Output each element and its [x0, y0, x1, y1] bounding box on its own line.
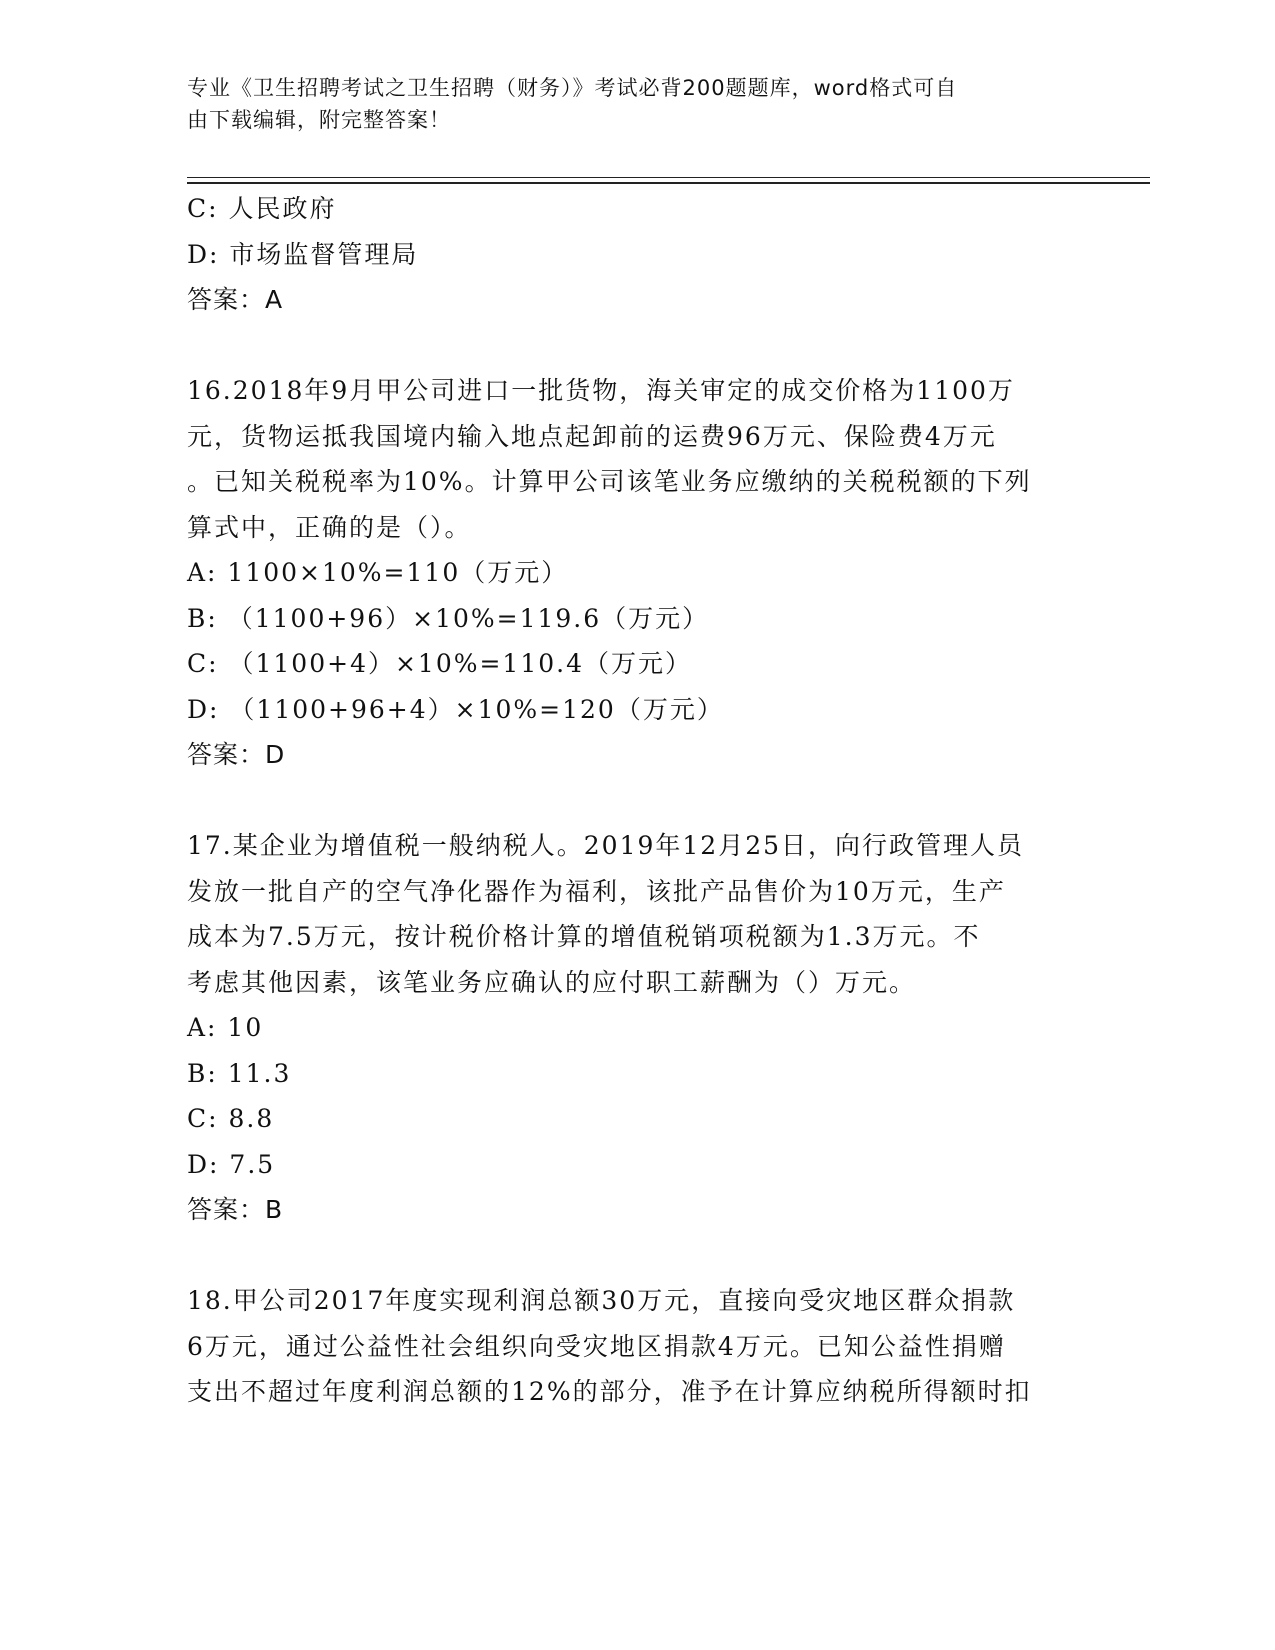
question-text-line: 元，货物运抵我国境内输入地点起卸前的运费96万元、保险费4万元 — [187, 421, 997, 451]
question-16 — [187, 368, 1087, 778]
question-text-line: 18.甲公司2017年度实现利润总额30万元，直接向受灾地区群众捐款 — [187, 1286, 1016, 1315]
question-text-line: 成本为7.5万元，按计税价格计算的增值税销项税额为1.3万元。不 — [187, 922, 981, 951]
question-text-line: 考虑其他因素，该笔业务应确认的应付职工薪酬为（）万元。 — [187, 967, 917, 997]
option-d: D: 市场监督管理局 — [187, 239, 419, 269]
page-header — [187, 72, 1087, 136]
question-text-line: 6万元，通过公益性社会组织向受灾地区捐款4万元。已知公益性捐赠 — [187, 1331, 1006, 1361]
option-b: B: 11.3 — [187, 1058, 292, 1088]
spacer — [187, 323, 1087, 369]
question-text-line: 16.2018年9月甲公司进口一批货物，海关审定的成交价格为1100万 — [187, 376, 1015, 405]
spacer — [187, 778, 1087, 824]
header-line-2: 由下载编辑，附完整答案！ — [187, 108, 451, 132]
option-c: C: 8.8 — [187, 1104, 275, 1133]
answer-line: 答案：D — [187, 740, 286, 769]
spacer — [187, 1233, 1087, 1279]
question-text-line: 发放一批自产的空气净化器作为福利，该批产品售价为10万元，生产 — [187, 876, 1006, 906]
question-17 — [187, 823, 1087, 1233]
header-divider-thin — [187, 177, 1150, 178]
option-c: C: 人民政府 — [187, 194, 337, 223]
question-15-tail — [187, 186, 1087, 323]
question-text-line: 。已知关税税率为10%。计算甲公司该笔业务应缴纳的关税税额的下列 — [187, 467, 1032, 496]
question-text-line: 17.某企业为增值税一般纳税人。2019年12月25日，向行政管理人员 — [187, 831, 1025, 860]
question-text-line: 支出不超过年度利润总额的12%的部分，准予在计算应纳税所得额时扣 — [187, 1377, 1032, 1406]
answer-line: 答案：A — [187, 285, 284, 314]
header-divider-thick — [187, 182, 1150, 184]
question-text-line: 算式中，正确的是（）。 — [187, 512, 472, 542]
document-body — [187, 186, 1087, 1415]
option-a: A: 10 — [187, 1013, 264, 1042]
answer-line: 答案：B — [187, 1195, 284, 1224]
question-18 — [187, 1278, 1087, 1415]
option-d: D: 7.5 — [187, 1149, 276, 1179]
header-line-1: 专业《卫生招聘考试之卫生招聘（财务）》考试必背200题题库，word格式可自 — [187, 76, 958, 100]
option-d: D: （1100+96+4）×10%=120（万元） — [187, 694, 724, 724]
option-c: C: （1100+4）×10%=110.4（万元） — [187, 649, 693, 678]
option-b: B: （1100+96）×10%=119.6（万元） — [187, 603, 710, 633]
option-a: A: 1100×10%=110（万元） — [187, 558, 569, 587]
